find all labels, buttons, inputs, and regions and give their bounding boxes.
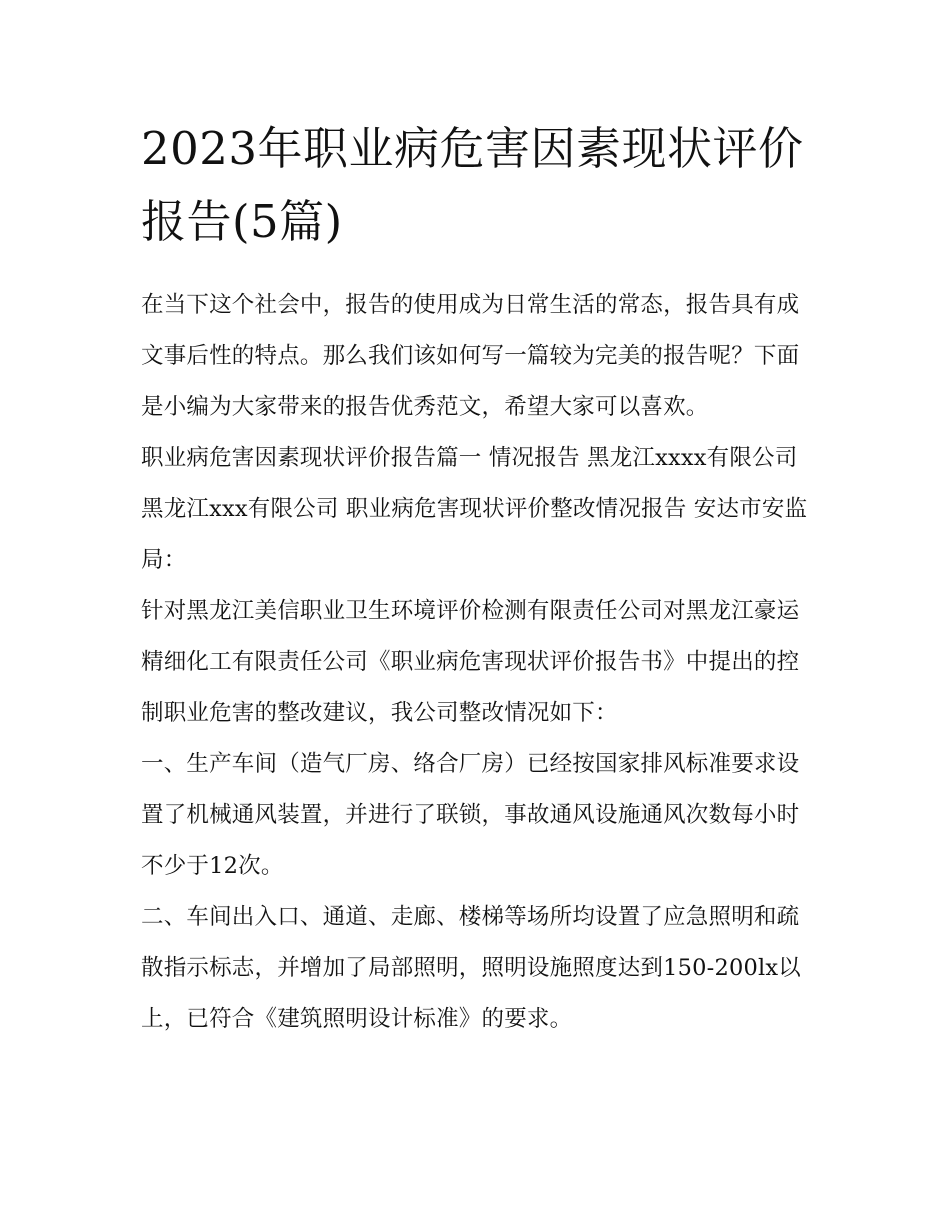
document-body [141, 280, 813, 1045]
document-content [141, 112, 813, 1045]
context-paragraph: 针对黑龙江美信职业卫生环境评价检测有限责任公司对黑龙江豪运精细化工有限责任公司《职业病危害现状评价报告书》中提出的控制职业危害的整改建议，我公司整改情况如下： [141, 598, 800, 726]
item-two-paragraph: 二、车间出入口、通道、走廊、楼梯等场所均设置了应急照明和疏散指示标志，并增加了局部照明，照明设施照度达到150-200lx以上，已符合《建筑照明设计标准》的要求。 [141, 904, 801, 1032]
report-heading-paragraph: 职业病危害因素现状评价报告篇一 情况报告 黑龙江xxxx有限公司 黑龙江xxx有限公司 职业病危害现状评价整改情况报告 安达市安监局： [141, 445, 808, 573]
item-one-paragraph: 一、生产车间（造气厂房、络合厂房）已经按国家排风标准要求设置了机械通风装置，并进行了联锁，事故通风设施通风次数每小时不少于12次。 [141, 751, 800, 879]
document-title: 2023年职业病危害因素现状评价报告(5篇) [141, 122, 804, 248]
intro-paragraph: 在当下这个社会中，报告的使用成为日常生活的常态，报告具有成文事后性的特点。那么我们该如何写一篇较为完美的报告呢？下面是小编为大家带来的报告优秀范文，希望大家可以喜欢。 [141, 292, 800, 420]
